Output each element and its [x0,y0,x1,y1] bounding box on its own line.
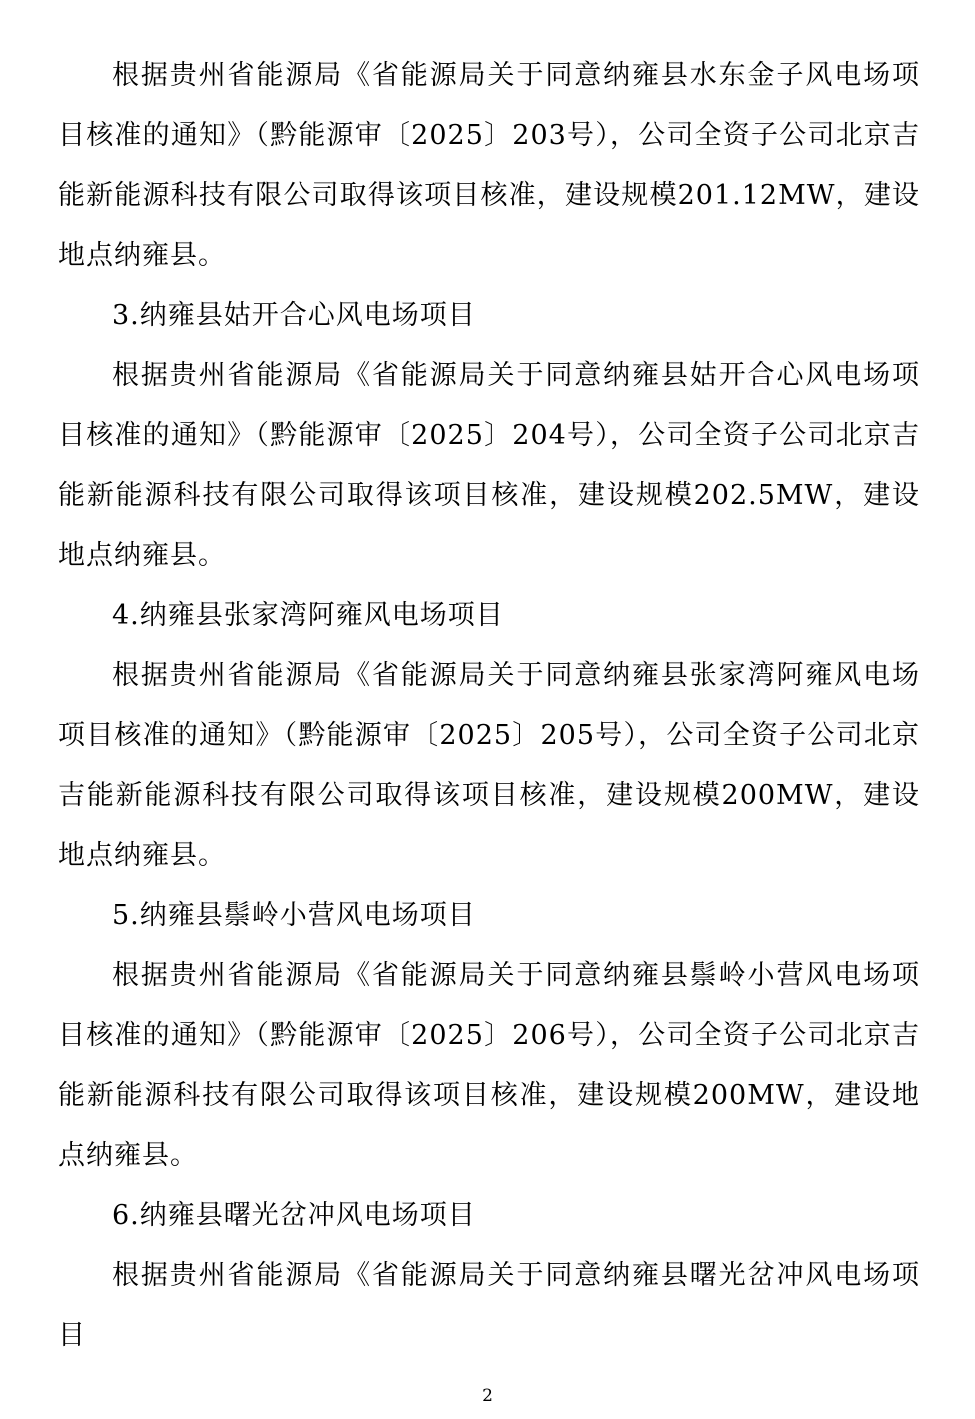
heading-zongling-xiaoying-project: 5.纳雍县鬃岭小营风电场项目 [112,900,476,931]
document-body [58,46,920,1366]
heading-gukai-hexin-project: 3.纳雍县姑开合心风电场项目 [112,300,476,331]
heading-shuguang-chachong-project: 6.纳雍县曙光岔冲风电场项目 [112,1200,476,1231]
paragraph-shuguang-chachong-approval: 根据贵州省能源局《省能源局关于同意纳雍县曙光岔冲风电场项目 [58,1260,920,1351]
paragraph-gukai-hexin-approval: 根据贵州省能源局《省能源局关于同意纳雍县姑开合心风电场项目核准的通知》（黔能源审〔2025〕204号），公司全资子公司北京吉能新能源科技有限公司取得该项目核准，建设规模202.5MW，建设地点纳雍县。 [58,360,920,571]
paragraph-zhangjiawan-ayong-approval: 根据贵州省能源局《省能源局关于同意纳雍县张家湾阿雍风电场项目核准的通知》（黔能源审〔2025〕205号），公司全资子公司北京吉能新能源科技有限公司取得该项目核准，建设规模200MW，建设地点纳雍县。 [58,660,920,871]
paragraph-zongling-xiaoying-approval: 根据贵州省能源局《省能源局关于同意纳雍县鬃岭小营风电场项目核准的通知》（黔能源审〔2025〕206号），公司全资子公司北京吉能新能源科技有限公司取得该项目核准，建设规模200MW，建设地点纳雍县。 [58,960,920,1171]
heading-zhangjiawan-ayong-project: 4.纳雍县张家湾阿雍风电场项目 [112,600,504,631]
paragraph-shuidong-jinzi-approval: 根据贵州省能源局《省能源局关于同意纳雍县水东金子风电场项目核准的通知》（黔能源审〔2025〕203号），公司全资子公司北京吉能新能源科技有限公司取得该项目核准，建设规模201.12MW，建设地点纳雍县。 [58,60,920,271]
page-number: 2 [482,1386,493,1406]
